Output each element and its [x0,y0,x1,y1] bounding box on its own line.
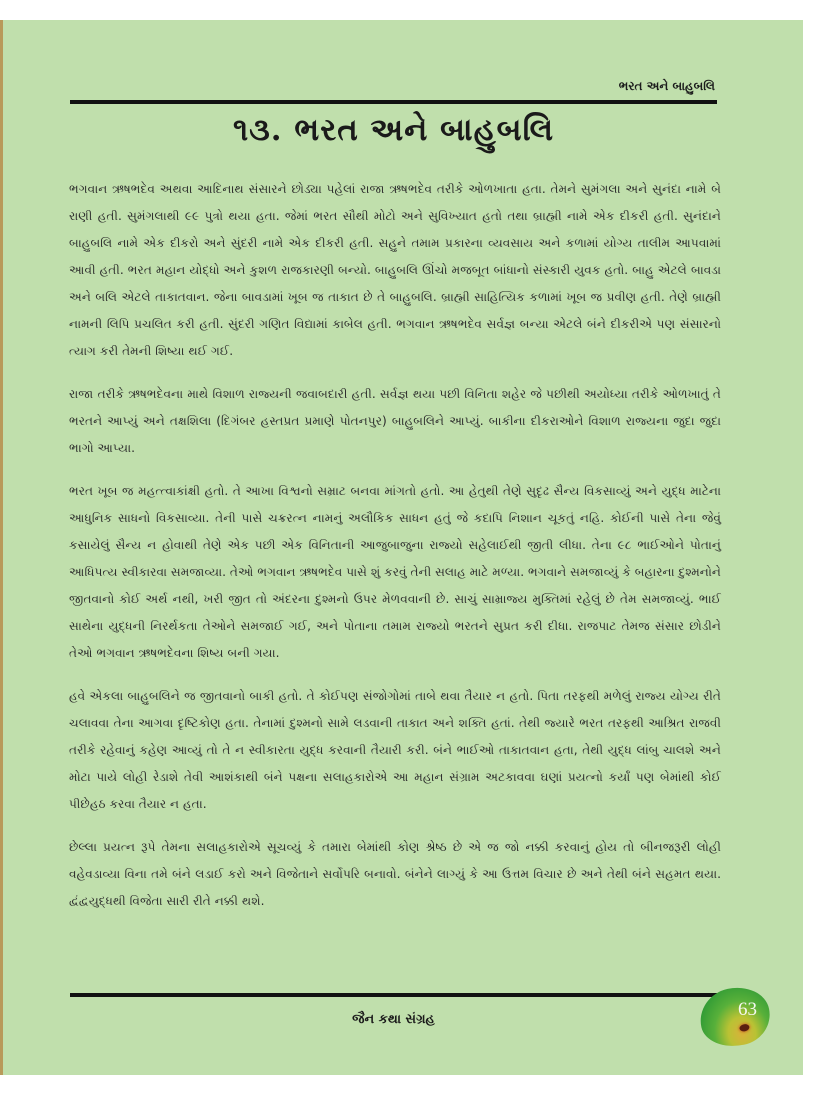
header-rule [70,100,717,104]
paragraph-1: ભગવાન ઋષભદેવ અથવા આદિનાથ સંસારને છોડ્યા પહેલાં રાજા ઋષભદેવ તરીકે ઓળખાતા હતા. તેમને સુમંગલા અને સુનંદા નામે બે રાણી હતી. સુમંગલાથી ૯૯ પુત્રો થયા હતા. જેમાં ભરત સૌથી મોટો અને સુવિખ્યાત હતો તથા બ્રાહ્મી નામે એક દીકરી હતી. સુનંદાને બાહુબલિ નામે એક દીકરો અને સુંદરી નામે એક દીકરી હતી. સહુને તમામ પ્રકારના વ્યવસાય અને કળામાં યોગ્ય તાલીમ આપવામાં આવી હતી. ભરત મહાન યોદ્ધો અને કુશળ રાજકારણી બન્યો. બાહુબલિ ઊંચો મજબૂત બાંધાનો સંસ્કારી યુવક હતો. બાહુ એટલે બાવડા અને બલિ એટલે તાકાતવાન. જેના બાવડામાં ખૂબ જ તાકાત છે તે બાહુબલિ. બ્રાહ્મી સાહિત્યિક કળામાં ખૂબ જ પ્રવીણ હતી. તેણે બ્રાહ્મી નામની લિપિ પ્રચલિત કરી હતી. સુંદરી ગણિત વિદ્યામાં કાબેલ હતી. ભગવાન ઋષભદેવ સર્વજ્ઞ બન્યા એટલે બંને દીકરીએ પણ સંસારનો ત્યાગ કરી તેમની શિષ્યા થઈ ગઈ. [69,182,721,358]
chapter-body [69,176,721,931]
page-number: 63 [738,999,757,1020]
leaf-hole-icon [739,1023,750,1032]
paragraph-5: છેલ્લા પ્રયત્ન રૂપે તેમના સલાહકારોએ સૂચવ્યું કે તમારા બેમાંથી કોણ શ્રેષ્ઠ છે એ જ જો નક્કી કરવાનું હોય તો બીનજરૂરી લોહી વહેવડાવ્યા વિના તમે બંને લડાઈ કરો અને વિજેતાને સર્વોપરિ બનાવો. બંનેને લાગ્યું કે આ ઉત્તમ વિચાર છે અને તેથી બંને સહમત થયા. દ્વંદ્વયુદ્ધથી વિજેતા સારી રીતે નક્કી થશે. [69,840,721,908]
footer-rule [70,993,717,997]
book-page [0,20,803,1075]
paragraph-3: ભરત ખૂબ જ મહત્ત્વાકાંક્ષી હતો. તે આખા વિશ્વનો સમ્રાટ બનવા માંગતો હતો. આ હેતુથી તેણે સુદૃઢ સૈન્ય વિકસાવ્યું અને યુદ્ધ માટેના આધુનિક સાધનો વિકસાવ્યા. તેની પાસે ચક્રરત્ન નામનું અલૌકિક સાધન હતું જે કદાપિ નિશાન ચૂકતું નહિ. કોઈની પાસે તેના જેવું કસાયેલું સૈન્ય ન હોવાથી તેણે એક પછી એક વિનિતાની આજુબાજુના રાજ્યો સહેલાઈથી જીતી લીધા. તેના ૯૮ ભાઈઓને પોતાનું આધિપત્ય સ્વીકારવા સમજાવ્યા. તેઓ ભગવાન ઋષભદેવ પાસે શું કરવું તેની સલાહ માટે મળ્યા. ભગવાને સમજાવ્યું કે બહારના દુશ્મનોને જીતવાનો કોઈ અર્થ નથી, ખરી જીત તો અંદરના દુશ્મનો ઉપર મેળવવાની છે. સાચું સામ્રાજ્ય મુક્તિમાં રહેલું છે તેમ સમજાવ્યું. ભાઈ સાથેના યુદ્ધની નિરર્થકતા તેઓને સમજાઈ ગઈ, અને પોતાના તમામ રાજ્યો ભરતને સુપ્રત કરી દીધા. રાજપાટ તેમજ સંસાર છોડીને તેઓ ભગવાન ઋષભદેવના શિષ્ય બની ગયા. [69,484,721,660]
chapter-title: ૧૩. ભરત અને બાહુબલિ [232,112,555,148]
footer-book-title: જૈન કથા સંગ્રહ [352,1012,435,1027]
paragraph-2: રાજા તરીકે ઋષભદેવના માથે વિશાળ રાજ્યની જવાબદારી હતી. સર્વજ્ઞ થયા પછી વિનિતા શહેર જે પછીથી અયોધ્યા તરીકે ઓળખાતું તે ભરતને આપ્યું અને તક્ષશિલા (દિગંબર હસ્તપ્રત પ્રમાણે પોતનપુર) બાહુબલિને આપ્યું. બાકીના દીકરાઓને વિશાળ રાજ્યના જુદા જુદા ભાગો આપ્યા. [69,387,721,455]
paragraph-4: હવે એકલા બાહુબલિને જ જીતવાનો બાકી હતો. તે કોઈપણ સંજોગોમાં તાબે થવા તૈયાર ન હતો. પિતા તરફથી મળેલું રાજ્ય યોગ્ય રીતે ચલાવવા તેના આગવા દૃષ્ટિકોણ હતા. તેનામાં દુશ્મનો સામે લડવાની તાકાત અને શક્તિ હતાં. તેથી જ્યારે ભરત તરફથી આશ્રિત રાજવી તરીકે રહેવાનું કહેણ આવ્યું તો તે ન સ્વીકારતા યુદ્ધ કરવાની તૈયારી કરી. બંને ભાઈઓ તાકાતવાન હતા, તેથી યુદ્ધ લાંબુ ચાલશે અને મોટા પાયે લોહી રેડાશે તેવી આશંકાથી બંને પક્ષના સલાહકારોએ આ મહાન સંગ્રામ અટકાવવા ઘણાં પ્રયત્નો કર્યાં પણ બેમાંથી કોઈ પીછેહઠ કરવા તૈયાર ન હતા. [69,689,721,811]
running-header-title: ભરત અને બાહુબલિ [618,79,715,93]
